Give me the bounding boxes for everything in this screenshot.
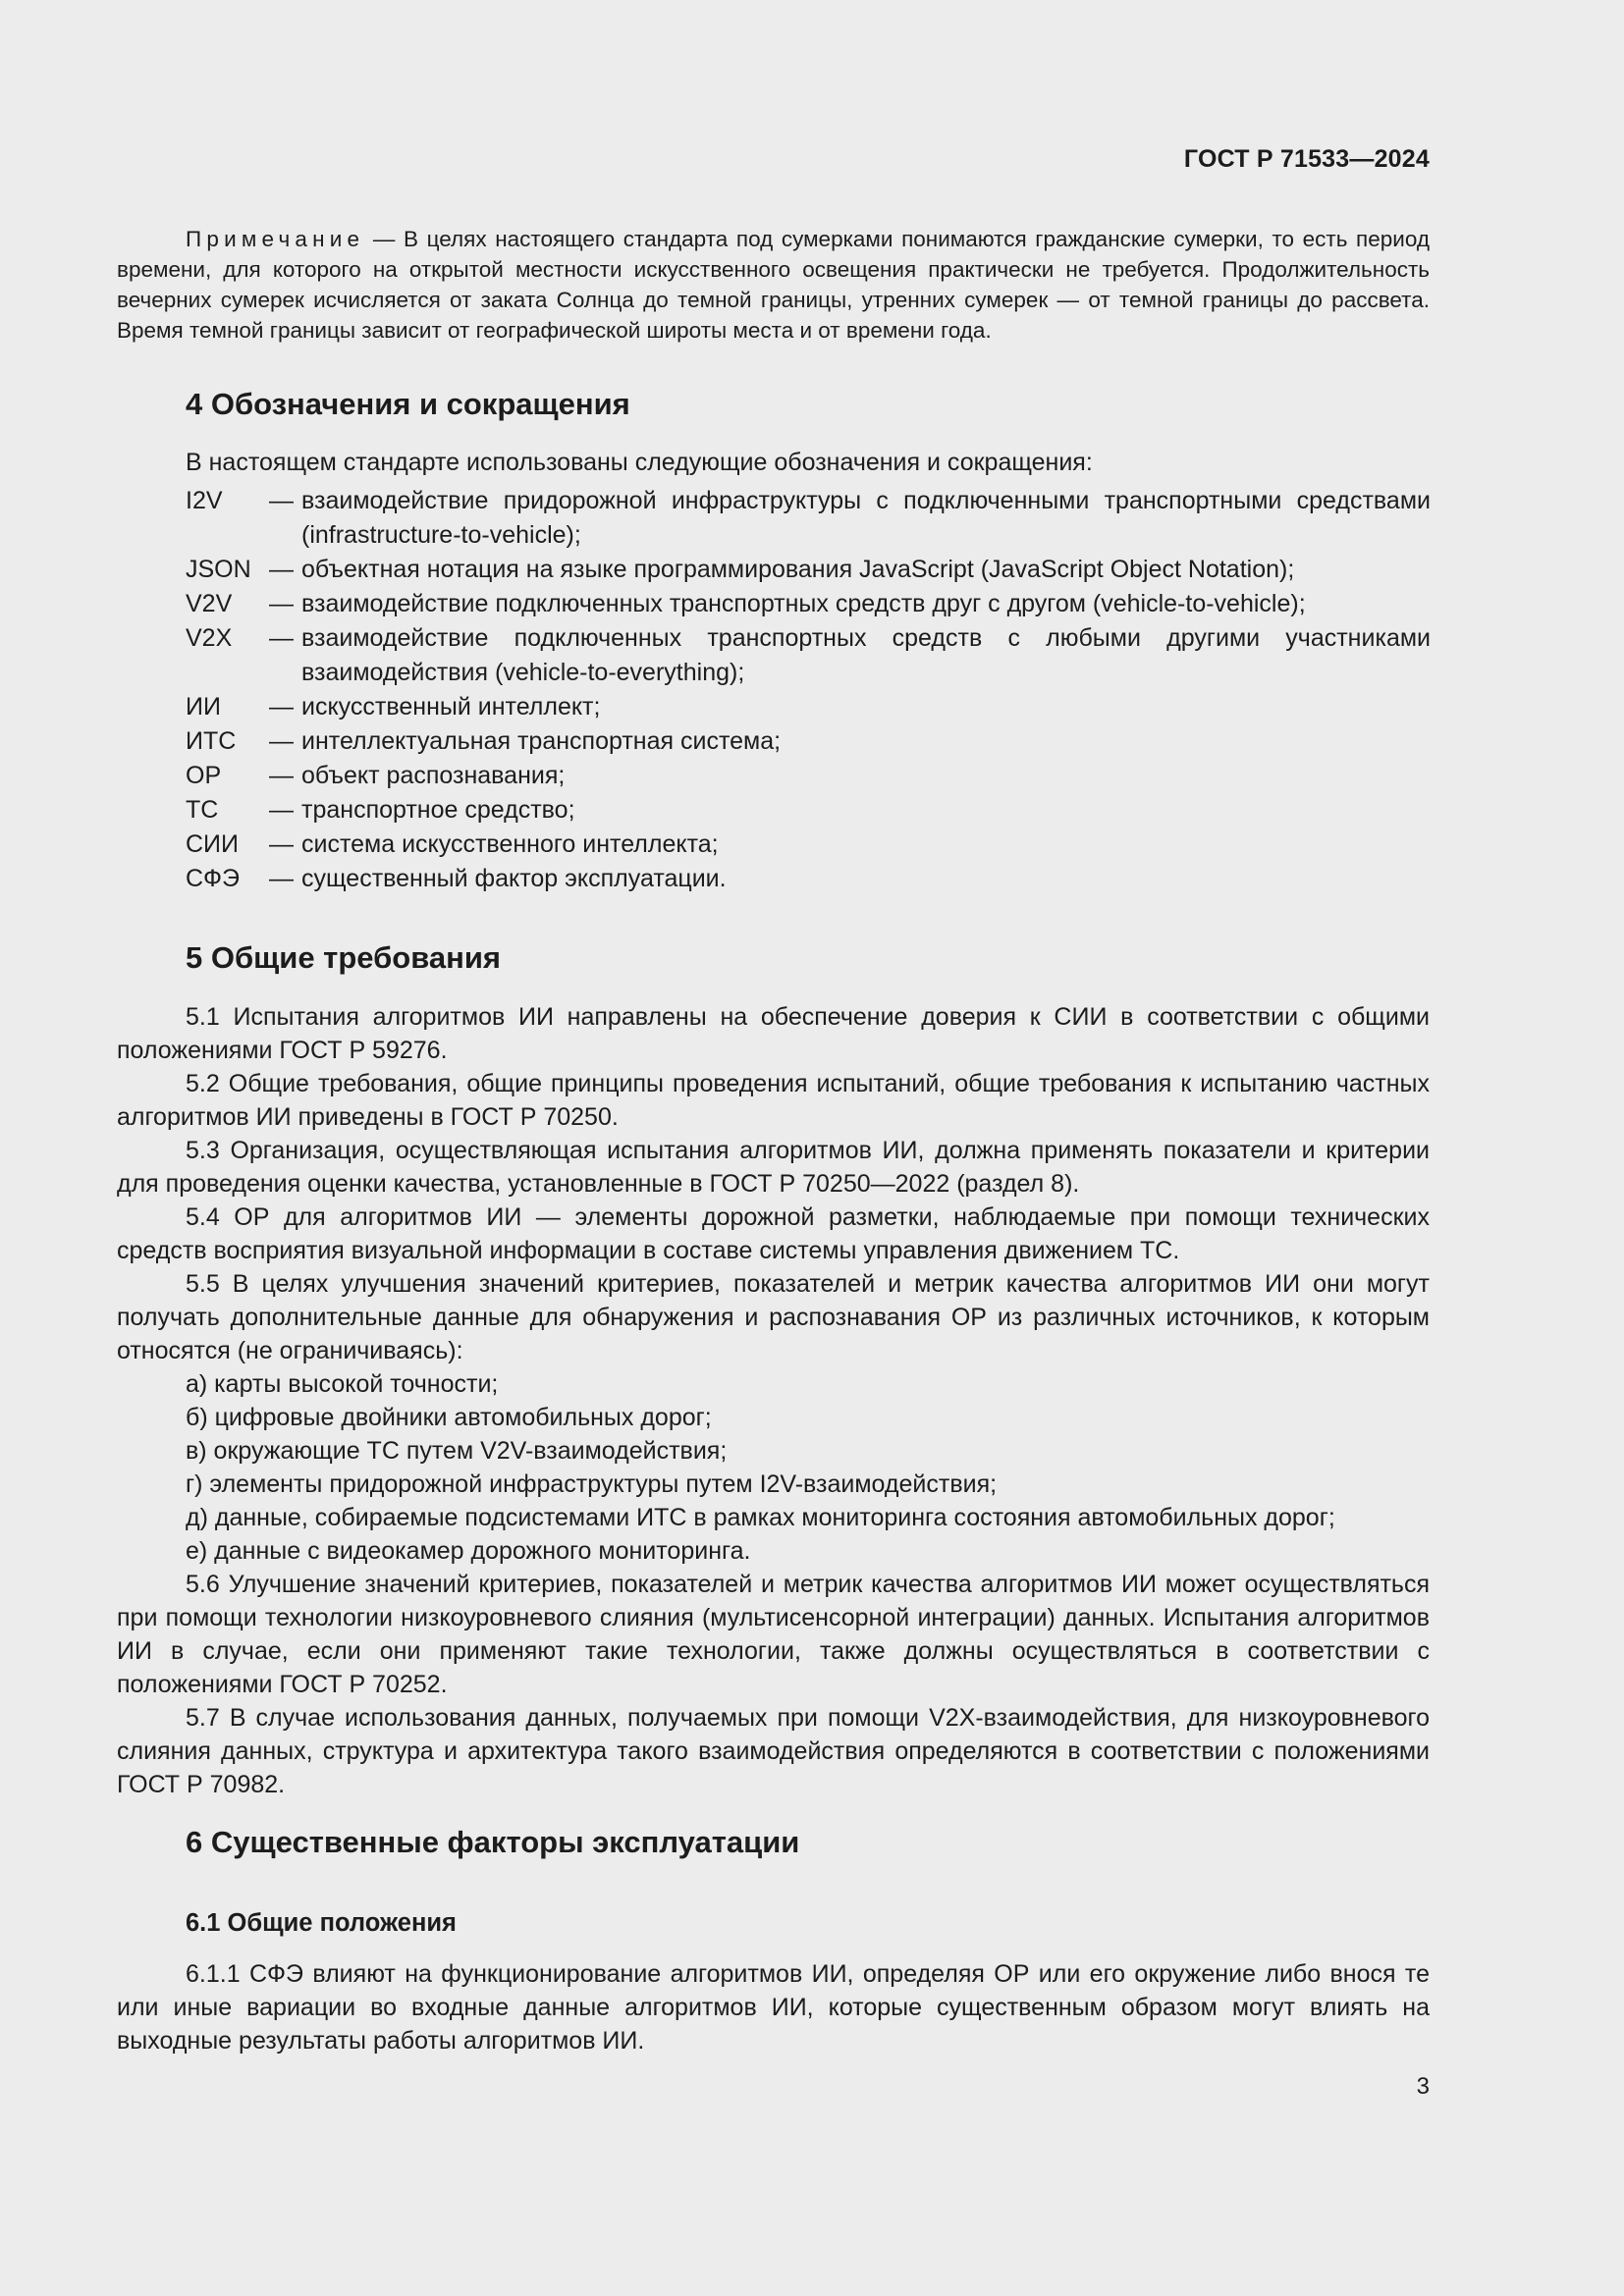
abbreviation-term: I2V: [186, 487, 223, 514]
abbreviation-definition: объектная нотация на языке программирования JavaScript (JavaScript Object Notation);: [301, 556, 1295, 583]
dash: —: [269, 727, 294, 755]
abbreviation-term: ИИ: [186, 693, 221, 721]
abbreviation-term: ИТС: [186, 727, 237, 755]
dash: —: [269, 487, 294, 514]
abbreviation-definition: система искусственного интеллекта;: [301, 830, 719, 858]
paragraph-5-3: 5.3 Организация, осуществляющая испытания алгоритмов ИИ, должна применять показатели и критерии для проведения оценки качества, установленные в ГОСТ Р 70250—2022 (раздел 8).: [117, 1137, 1430, 1198]
abbreviation-item: [186, 690, 1431, 724]
abbreviation-definition: взаимодействие придорожной инфраструктуры с подключенными транспортными средствами (infrastructure-to-vehicle);: [301, 487, 1431, 549]
section-5-title: 5 Общие требования: [186, 940, 501, 975]
abbreviations-list: [186, 484, 1431, 896]
paragraph-5-6: 5.6 Улучшение значений критериев, показателей и метрик качества алгоритмов ИИ может осуществляться при помощи технологии низкоуровневого слияния (мультисенсорной интеграции) данных. Испытания алгоритмов ИИ в случае, если они применяют такие технологии, также должны осуществляться в соответствии с положениями ГОСТ Р 70252.: [117, 1571, 1430, 1698]
abbreviation-item: [186, 759, 1431, 793]
abbreviation-definition: существенный фактор эксплуатации.: [301, 865, 727, 892]
dash: —: [269, 624, 294, 652]
abbreviation-term: СИИ: [186, 830, 239, 858]
abbreviation-item: [186, 587, 1431, 621]
abbreviation-term: V2V: [186, 590, 233, 617]
dash: —: [269, 693, 294, 721]
abbreviation-item: [186, 828, 1431, 862]
abbreviation-item: [186, 484, 1431, 553]
dash: —: [269, 830, 294, 858]
paragraph-5-4: 5.4 ОР для алгоритмов ИИ — элементы дорожной разметки, наблюдаемые при помощи технических средств восприятия визуальной информации в составе системы управления движением ТС.: [117, 1203, 1430, 1264]
paragraph-5-7: 5.7 В случае использования данных, получаемых при помощи V2X-взаимодействия, для низкоуровневого слияния данных, структура и архитектура такого взаимодействия определяются в соответствии с положениями ГОСТ Р 70982.: [117, 1704, 1430, 1798]
abbreviation-definition: объект распознавания;: [301, 762, 566, 789]
abbreviation-definition: взаимодействие подключенных транспортных средств друг с другом (vehicle-to-vehicle);: [301, 590, 1306, 617]
abbreviation-definition: интеллектуальная транспортная система;: [301, 727, 782, 755]
abbreviation-term: ТС: [186, 796, 219, 824]
section-5-body: [117, 1000, 1430, 1801]
abbreviation-item: [186, 724, 1431, 759]
dash: —: [269, 762, 294, 789]
list-item: е) данные с видеокамер дорожного мониторинга.: [186, 1537, 751, 1565]
abbreviation-term: ОР: [186, 762, 222, 789]
section-4-intro: В настоящем стандарте использованы следующие обозначения и сокращения:: [186, 449, 1093, 476]
paragraph-5-2: 5.2 Общие требования, общие принципы проведения испытаний, общие требования к испытанию частных алгоритмов ИИ приведены в ГОСТ Р 70250.: [117, 1070, 1430, 1131]
abbreviation-term: V2X: [186, 624, 233, 652]
abbreviation-definition: взаимодействие подключенных транспортных средств с любыми другими участниками взаимодействия (vehicle-to-everything);: [301, 624, 1431, 686]
abbreviation-term: JSON: [186, 556, 251, 583]
abbreviation-term: СФЭ: [186, 865, 241, 892]
list-item: б) цифровые двойники автомобильных дорог;: [186, 1404, 712, 1431]
document-code-header: ГОСТ Р 71533—2024: [1183, 145, 1430, 173]
paragraph-5-5: 5.5 В целях улучшения значений критериев, показателей и метрик качества алгоритмов ИИ они могут получать дополнительные данные для обнаружения и распознавания ОР из различных источников, к которым относятся (не ограничиваясь):: [117, 1270, 1430, 1364]
abbreviation-item: [186, 621, 1431, 690]
section-4-title: 4 Обозначения и сокращения: [186, 387, 630, 421]
page-number: 3: [1416, 2073, 1430, 2100]
note-text: — В целях настоящего стандарта под сумерками понимаются гражданские сумерки, то есть период времени, для которого на открытой местности искусственного освещения практически не требуется. Продолжительность вечерних сумерек исчисляется от заката Солнца до темной границы, утренних сумерек — от темной границы до рассвета. Время темной границы зависит от географической широты места и от времени года.: [117, 227, 1430, 343]
list-item: а) карты высокой точности;: [186, 1370, 499, 1398]
dash: —: [269, 590, 294, 617]
abbreviation-item: [186, 553, 1431, 587]
paragraph-6-1-1: 6.1.1 СФЭ влияют на функционирование алгоритмов ИИ, определяя ОР или его окружение либо внося те или иные вариации во входные данные алгоритмов ИИ, которые существенным образом могут влиять на выходные результаты работы алгоритмов ИИ.: [117, 1960, 1430, 2055]
list-item: г) элементы придорожной инфраструктуры путем I2V-взаимодействия;: [186, 1470, 998, 1498]
abbreviation-item: [186, 793, 1431, 828]
note-paragraph: [117, 224, 1430, 346]
dash: —: [269, 556, 294, 583]
section-6-title: 6 Существенные факторы эксплуатации: [186, 1825, 800, 1859]
list-item: в) окружающие ТС путем V2V-взаимодействия;: [186, 1437, 728, 1465]
subsection-6-1-title: 6.1 Общие положения: [186, 1909, 457, 1937]
note-label: Примечание: [186, 227, 365, 251]
abbreviation-definition: искусственный интеллект;: [301, 693, 601, 721]
dash: —: [269, 865, 294, 892]
list-item: д) данные, собираемые подсистемами ИТС в рамках мониторинга состояния автомобильных дорог;: [186, 1504, 1335, 1531]
abbreviation-item: [186, 862, 1431, 896]
dash: —: [269, 796, 294, 824]
abbreviation-definition: транспортное средство;: [301, 796, 575, 824]
paragraph-5-1: 5.1 Испытания алгоритмов ИИ направлены на обеспечение доверия к СИИ в соответствии с общими положениями ГОСТ Р 59276.: [117, 1003, 1430, 1064]
section-6-body: [117, 1957, 1430, 2057]
